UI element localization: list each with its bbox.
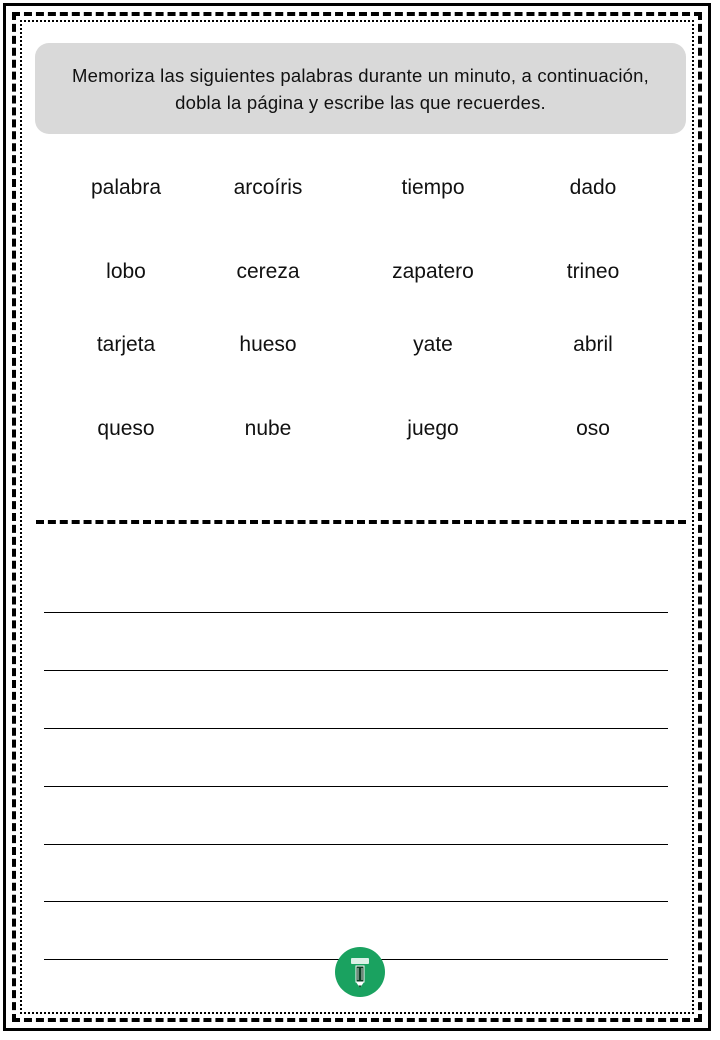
fold-line [36, 520, 686, 524]
writing-line[interactable] [44, 612, 668, 613]
word-item: queso [97, 417, 155, 440]
pencil-icon [345, 954, 375, 990]
word-item: zapatero [392, 260, 474, 283]
word-item: dado [569, 176, 617, 199]
writing-line[interactable] [44, 728, 668, 729]
word-item: hueso [239, 333, 297, 356]
word-item: trineo [566, 260, 620, 283]
logo [335, 947, 385, 997]
word-item: abril [573, 333, 613, 356]
word-item: arcoíris [233, 176, 303, 199]
word-item: oso [576, 417, 610, 440]
writing-line[interactable] [44, 670, 668, 671]
word-item: tiempo [401, 176, 465, 199]
word-item: yate [413, 333, 453, 356]
instructions-text: Memoriza las siguientes palabras durante un minuto, a continuación, dobla la página y escribe las que recuerdes. [72, 64, 649, 113]
writing-line[interactable] [44, 901, 668, 902]
word-item: palabra [90, 176, 162, 199]
word-item: lobo [106, 260, 146, 283]
word-item: cereza [236, 260, 300, 283]
word-item: juego [407, 417, 459, 440]
writing-line[interactable] [44, 844, 668, 845]
writing-line[interactable] [44, 786, 668, 787]
word-item: tarjeta [96, 333, 156, 356]
word-item: nube [244, 417, 292, 440]
